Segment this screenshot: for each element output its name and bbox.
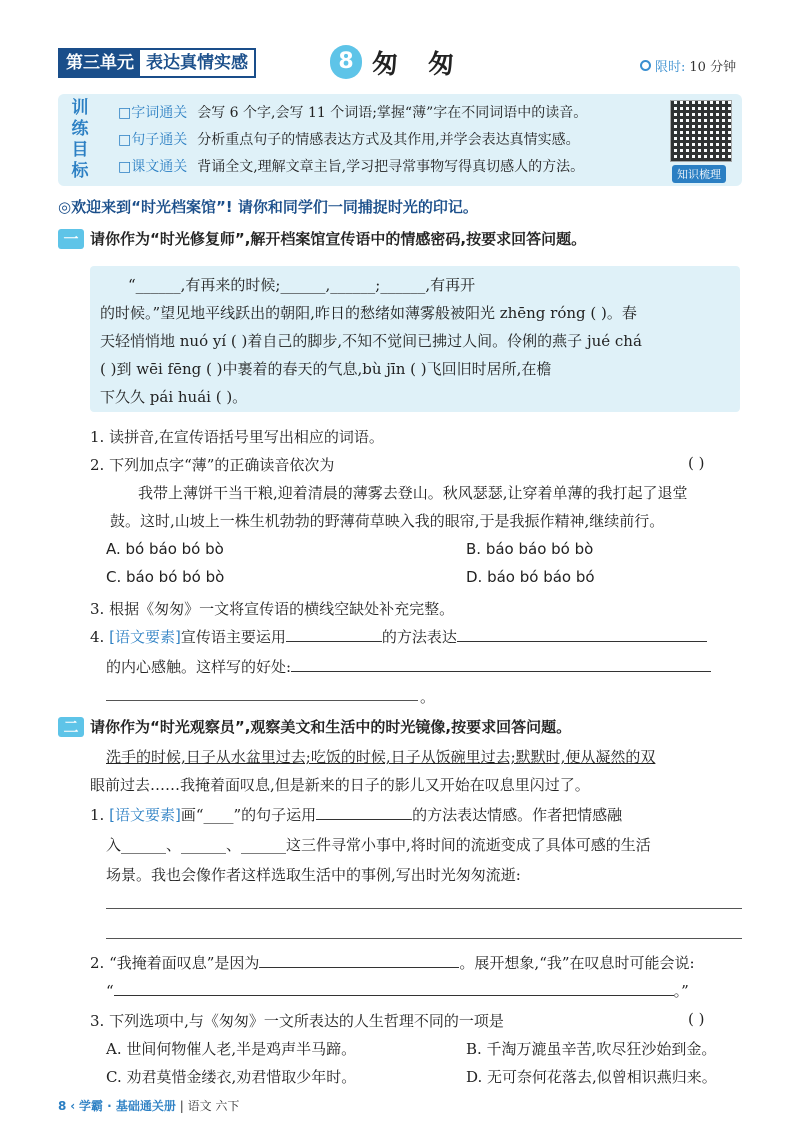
lesson-number: 8 [330,45,362,79]
question-4: 4. [语文要素]宣传语主要运用 的方法表达 [90,626,707,647]
answer-paren[interactable]: ( ) [688,1010,705,1028]
arrow-icon: ‹ [70,1099,76,1113]
section-2-heading [58,716,571,737]
goal-text: 分析重点句子的情感表达方式及其作用,并学会表达真情实感。 [197,132,580,148]
option-c[interactable]: C. báo bó bó bò [106,568,225,586]
answer-blank[interactable] [114,982,674,996]
answer-blank[interactable] [291,658,711,672]
question-1: 1. 读拼音,在宣传语括号里写出相应的词语。 [90,428,384,446]
option-c[interactable]: C. 劝君莫惜金缕衣,劝君惜取少年时。 [106,1068,357,1086]
q2-text-line: 我带上薄饼干当干粮,迎着清晨的薄雾去登山。秋风瑟瑟,让穿着单薄的我打起了退堂 [138,484,688,502]
goal-checkbox[interactable]: □字词通关 [118,105,188,121]
goal-text: 会写 6 个字,会写 11 个词语;掌握“薄”字在不同词语中的读音。 [197,105,588,121]
q4-text: 的内心感触。这样写的好处: [106,658,292,676]
option-b[interactable]: B. 千淘万漉虽辛苦,吹尽狂沙始到金。 [466,1040,717,1058]
passage-line: 的时候。”望见地平线跃出的朝阳,昨日的愁绪如薄雾般被阳光 zhēng róng ( )。春 [100,304,637,322]
q2-text-line: 鼓。这时,山坡上一株生机勃勃的野薄荷草映入我的眼帘,于是我振作精神,继续前行。 [110,512,665,530]
answer-blank[interactable] [259,954,459,968]
element-tag: [语文要素] [109,628,181,646]
answer-line[interactable] [106,700,418,701]
answer-line[interactable] [106,908,742,909]
answer-blank[interactable] [316,806,412,820]
page-footer [58,1097,239,1114]
section-title: 请你作为“时光修复师”,解开档案馆宣传语中的情感密码,按要求回答问题。 [90,230,587,248]
lesson-title: 匆匆 [372,50,485,80]
time-limit [640,56,736,75]
s2q1-line: 入______、______、______这三件寻常小事中,将时间的流逝变成了具体可感的生活 [106,836,651,854]
goal-text: 背诵全文,理解文章主旨,学习把寻常事物写得真切感人的方法。 [197,159,585,175]
goals-side-label: 训 练 目 标 [71,98,89,181]
s2-question-1: 1. [语文要素]画“____”的句子运用 的方法表达情感。作者把情感融 [90,806,623,824]
unit-tag [58,48,256,78]
option-b[interactable]: B. báo báo bó bò [466,540,594,558]
option-a[interactable]: A. bó báo bó bò [106,540,224,558]
footer-separator: | [179,1099,184,1113]
section-1-heading [58,228,586,249]
question-2: 2. 下列加点字“薄”的正确读音依次为 [90,456,335,474]
q4-text: 宣传语主要运用 [180,628,286,646]
qr-code-icon[interactable] [670,100,732,162]
passage-line: 下久久 pái huái ( )。 [100,388,248,406]
s2q2-text: 。展开想象,“我”在叹息时可能会说: [459,954,695,972]
s2-question-3: 3. 下列选项中,与《匆匆》一文所表达的人生哲理不同的一项是 [90,1012,504,1030]
clock-icon [640,60,651,71]
s2q1-text: 画“____”的句子运用 [180,806,317,824]
goal-item [118,129,580,149]
option-d[interactable]: D. 无可奈何花落去,似曾相识燕归来。 [466,1068,717,1086]
passage-line: “______,有再来的时候;______,______;______,有再开 [128,276,476,294]
section-title: 请你作为“时光观察员”,观察美文和生活中的时光镜像,按要求回答问题。 [90,718,572,736]
q4-line2 [106,656,711,677]
welcome-text: ◎欢迎来到“时光档案馆”! 请你和同学们一同捕捉时光的印记。 [58,198,478,216]
unit-theme: 表达真情实感 [140,50,254,76]
goal-checkbox[interactable]: □句子通关 [118,132,188,148]
question-3: 3. 根据《匆匆》一文将宣传语的横线空缺处补充完整。 [90,600,455,618]
subject-label: 语文 六下 [187,1099,240,1113]
answer-paren[interactable]: ( ) [688,454,705,472]
book-title: 学霸 · 基础通关册 [78,1099,176,1113]
option-d[interactable]: D. báo bó báo bó [466,568,595,586]
s2-passage-line: 眼前过去……我掩着面叹息,但是新来的日子的影儿又开始在叹息里闪过了。 [90,776,590,794]
s2q1-text: 的方法表达情感。作者把情感融 [412,806,623,824]
answer-line[interactable] [106,938,742,939]
quote-close: 。” [673,982,689,1000]
goal-item [118,102,587,122]
unit-label: 第三单元 [60,50,140,76]
page-number: 8 [58,1099,67,1113]
passage-line: 天轻悄悄地 nuó yí ( )着自己的脚步,不知不觉间已拂过人间。伶俐的燕子 jué chá [100,332,642,350]
quote-open: “ [106,982,114,1000]
section-number: 一 [58,229,84,249]
s2-question-2 [90,952,695,973]
goal-item [118,156,584,176]
time-label: 限时: [655,60,686,75]
s2q2-quote-line [106,980,689,1001]
option-a[interactable]: A. 世间何物催人老,半是鸡声半马蹄。 [106,1040,357,1058]
qr-label: 知识梳理 [672,165,726,183]
s2q1-line: 场景。我也会像作者这样选取生活中的事例,写出时光匆匆流逝: [106,866,521,884]
passage-line: ( )到 wēi fēng ( )中裹着的春天的气息,bù jīn ( )飞回旧时居所,在檐 [100,360,552,378]
q4-end: 。 [420,688,436,706]
element-tag: [语文要素] [109,806,181,824]
s2-passage-line: 洗手的时候,日子从水盆里过去;吃饭的时候,日子从饭碗里过去;默默时,便从凝然的双 [106,748,656,766]
goal-checkbox[interactable]: □课文通关 [118,159,188,175]
q4-text: 的方法表达 [381,628,457,646]
time-value: 10 分钟 [689,60,737,75]
section-number: 二 [58,717,84,737]
s2q2-text: 2. “我掩着面叹息”是因为 [90,954,260,972]
answer-blank[interactable] [286,628,382,642]
answer-blank[interactable] [457,628,707,642]
